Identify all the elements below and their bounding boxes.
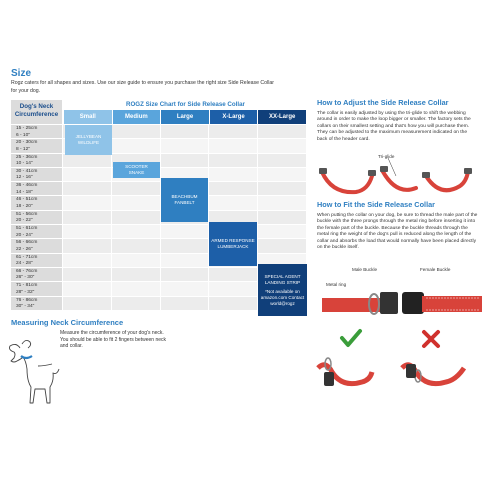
female-buckle-icon: [402, 292, 424, 314]
chart-cell: [161, 225, 210, 238]
triglide-pointer: [388, 158, 396, 176]
chart-cell: [161, 154, 210, 167]
size-columns: [64, 110, 307, 124]
band-medium-line1: SCOOTER: [125, 164, 148, 169]
chart-cell: [112, 239, 161, 252]
range-inches: 22 - 26": [16, 246, 33, 252]
dog-illustration: [6, 330, 64, 410]
chart-cell: [209, 154, 258, 167]
chart-cell: [161, 254, 210, 267]
collar-on-dog: [21, 356, 32, 358]
neck-range: [11, 139, 63, 152]
range-inches: 30" - 34": [16, 304, 35, 310]
range-cm: 61 - 71cm: [16, 254, 38, 260]
band-x-large: [209, 222, 257, 266]
band-xx-large-line1: SPECIAL AGENT: [264, 273, 301, 279]
neck-range: [11, 182, 63, 195]
chart-cell: [63, 182, 112, 195]
neck-range: [11, 282, 63, 295]
neck-range: [11, 196, 63, 209]
buckle-icon: [406, 364, 416, 378]
chart-cell: [63, 225, 112, 238]
size-x-large: X-Large: [210, 110, 259, 124]
chart-cell: [112, 211, 161, 224]
chart-cell: [63, 168, 112, 181]
range-cm: 66 - 76cm: [16, 268, 38, 274]
measuring-title: Measuring Neck Circumference: [11, 318, 124, 327]
band-small-line2: WILDLIFE: [77, 140, 100, 145]
chart-cell: [112, 297, 161, 310]
chart-cell: [258, 139, 307, 152]
chart-cell: [258, 125, 307, 138]
chart-cell: [112, 196, 161, 209]
size-medium: Medium: [113, 110, 162, 124]
range-inches: 26" - 30": [16, 275, 35, 281]
table-row: [11, 182, 307, 196]
range-inches: 12 - 16": [16, 175, 33, 181]
chart-cell: [161, 125, 210, 138]
size-large: Large: [161, 110, 210, 124]
table-row: [11, 125, 307, 139]
range-inches: 14 - 18": [16, 189, 33, 195]
chart-cell: [161, 282, 210, 295]
chart-cell: [112, 139, 161, 152]
range-cm: 20 - 30cm: [16, 140, 38, 146]
neck-range: [11, 297, 63, 310]
neck-range: [11, 168, 63, 181]
adjust-text: The collar is easily adjusted by using the tri-glide to shift the webbing around in order to make the loop bigger or smaller. The factory sets the collars on their smallest setting and that's how you will purchase them. They can be adjusted to the maximum measurement indicated on the back of the header card.: [317, 111, 471, 142]
chart-cell: [209, 139, 258, 152]
webbing-left: [322, 298, 382, 312]
size-chart: [11, 100, 307, 318]
table-row: [11, 211, 307, 225]
chart-cell: [258, 239, 307, 252]
band-small: [65, 125, 112, 155]
chart-cell: [161, 139, 210, 152]
range-inches: 10 - 14": [16, 161, 33, 167]
chart-cell: [161, 297, 210, 310]
incorrect-fit-illustration: [398, 328, 478, 398]
chart-cell: [112, 254, 161, 267]
band-medium-line2: SNAKE: [128, 170, 145, 175]
table-row: [11, 239, 307, 253]
chart-cell: [112, 125, 161, 138]
range-inches: 18 - 20": [16, 203, 33, 209]
chart-cell: [112, 268, 161, 281]
range-cm: 56 - 66cm: [16, 240, 38, 246]
buckle-icon: [368, 170, 376, 176]
range-cm: 51 - 56cm: [16, 211, 38, 217]
range-cm: 76 - 86cm: [16, 297, 38, 303]
band-medium: [113, 162, 160, 178]
metal-ring-label: Metal ring: [326, 282, 347, 287]
chart-cell: [112, 282, 161, 295]
band-large: [161, 178, 208, 222]
range-cm: 51 - 61cm: [16, 226, 38, 232]
range-cm: 15 - 25cm: [16, 126, 38, 131]
webbing-right: [422, 296, 482, 312]
chart-cell: [258, 154, 307, 167]
chart-cell: [258, 168, 307, 181]
chart-cell: [209, 282, 258, 295]
chart-cell: [209, 268, 258, 281]
chart-cell: [258, 225, 307, 238]
measuring-text: Measure the circumference of your dog's neck. You should be able to fit 2 fingers between neck and collar.: [60, 330, 167, 349]
range-inches: 20 - 22": [16, 218, 33, 224]
buckle-icon: [324, 372, 334, 386]
chart-cell: [161, 239, 210, 252]
range-inches: 8 - 12": [16, 146, 30, 152]
chart-cell: [63, 297, 112, 310]
band-x-large-line2: LUMBERJACK: [217, 244, 249, 249]
neck-range: [11, 225, 63, 238]
table-row: [11, 139, 307, 153]
chart-cell: [63, 254, 112, 267]
band-large-line1: BEACHBUM: [171, 194, 198, 199]
fit-title: How to Fit the Side Release Collar: [317, 200, 435, 209]
chart-cell: [258, 182, 307, 195]
neck-range: [11, 211, 63, 224]
range-cm: 30 - 41cm: [16, 168, 38, 174]
adjust-title: How to Adjust the Side Release Collar: [317, 98, 449, 107]
chart-cell: [161, 268, 210, 281]
buckle-illustration: [322, 274, 482, 324]
check-icon: [342, 331, 360, 345]
chart-cell: [258, 196, 307, 209]
chart-cell: [63, 196, 112, 209]
buckle-icon: [319, 168, 327, 174]
adjust-illustration: [318, 158, 478, 198]
chart-cell: [209, 297, 258, 310]
neck-range: [11, 254, 63, 267]
size-title: Size: [11, 68, 32, 79]
male-buckle-label: Male Buckle: [352, 267, 378, 272]
triglide-label: Tri-glide: [378, 154, 395, 159]
band-x-large-line1: ARMED RESPONSE: [211, 238, 255, 243]
correct-fit-illustration: [314, 328, 394, 398]
band-xx-large-note: *Not available on amazon.com Contact world@rogz: [260, 288, 305, 306]
chart-cell: [112, 225, 161, 238]
fit-text: When putting the collar on your dog, be sure to thread the male part of the buckle with the three prongs through the metal ring before inserting it into the female part of the buckle. Because the buckle threads through the metal ring the weight of the dog's pull is reduced along the length of the collar and absorbs the load that would normally have been placed directly on the buckle itself.: [317, 213, 478, 251]
chart-cell: [63, 154, 112, 167]
neck-header: Dog's Neck Circumference: [11, 100, 63, 124]
chart-cell: [209, 182, 258, 195]
range-inches: 24 - 28": [16, 261, 33, 267]
size-xx-large: XX-Large: [258, 110, 307, 124]
chart-cell: [258, 211, 307, 224]
table-row: [11, 196, 307, 210]
buckle-icon: [380, 166, 388, 172]
size-intro: Rogz caters for all shapes and sizes. Use our size guide to ensure you purchase the right size Side Release Collar for your dog.: [11, 80, 274, 94]
chart-cell: [112, 182, 161, 195]
range-cm: 46 - 51cm: [16, 197, 38, 203]
neck-range: [11, 125, 63, 138]
range-inches: 6 - 10": [16, 132, 30, 138]
neck-range: [11, 268, 63, 281]
band-xx-large: [258, 264, 307, 316]
buckle-icon: [422, 172, 430, 178]
chart-cell: [63, 282, 112, 295]
chart-cell: [63, 268, 112, 281]
chart-header: ROGZ Size Chart for Side Release Collar: [64, 100, 307, 110]
male-buckle-icon: [380, 292, 398, 314]
chart-cell: [63, 211, 112, 224]
chart-cell: [209, 196, 258, 209]
female-buckle-label: Female Buckle: [420, 267, 451, 272]
band-large-line2: FANBELT: [174, 200, 195, 205]
chart-cell: [209, 168, 258, 181]
range-cm: 71 - 81cm: [16, 283, 38, 289]
table-row: [11, 225, 307, 239]
range-inches: 20 - 24": [16, 232, 33, 238]
size-small: Small: [64, 110, 113, 124]
range-inches: 28" - 32": [16, 289, 35, 295]
cross-icon: [424, 332, 438, 346]
band-xx-large-line2: LANDING STRIP: [264, 279, 301, 285]
range-cm: 36 - 46cm: [16, 183, 38, 189]
band-small-line1: JELLYBEAN: [75, 134, 102, 139]
chart-cell: [63, 239, 112, 252]
chart-cell: [209, 125, 258, 138]
buckle-icon: [464, 168, 472, 174]
neck-range: [11, 154, 63, 167]
range-cm: 25 - 36cm: [16, 154, 38, 160]
neck-range: [11, 239, 63, 252]
